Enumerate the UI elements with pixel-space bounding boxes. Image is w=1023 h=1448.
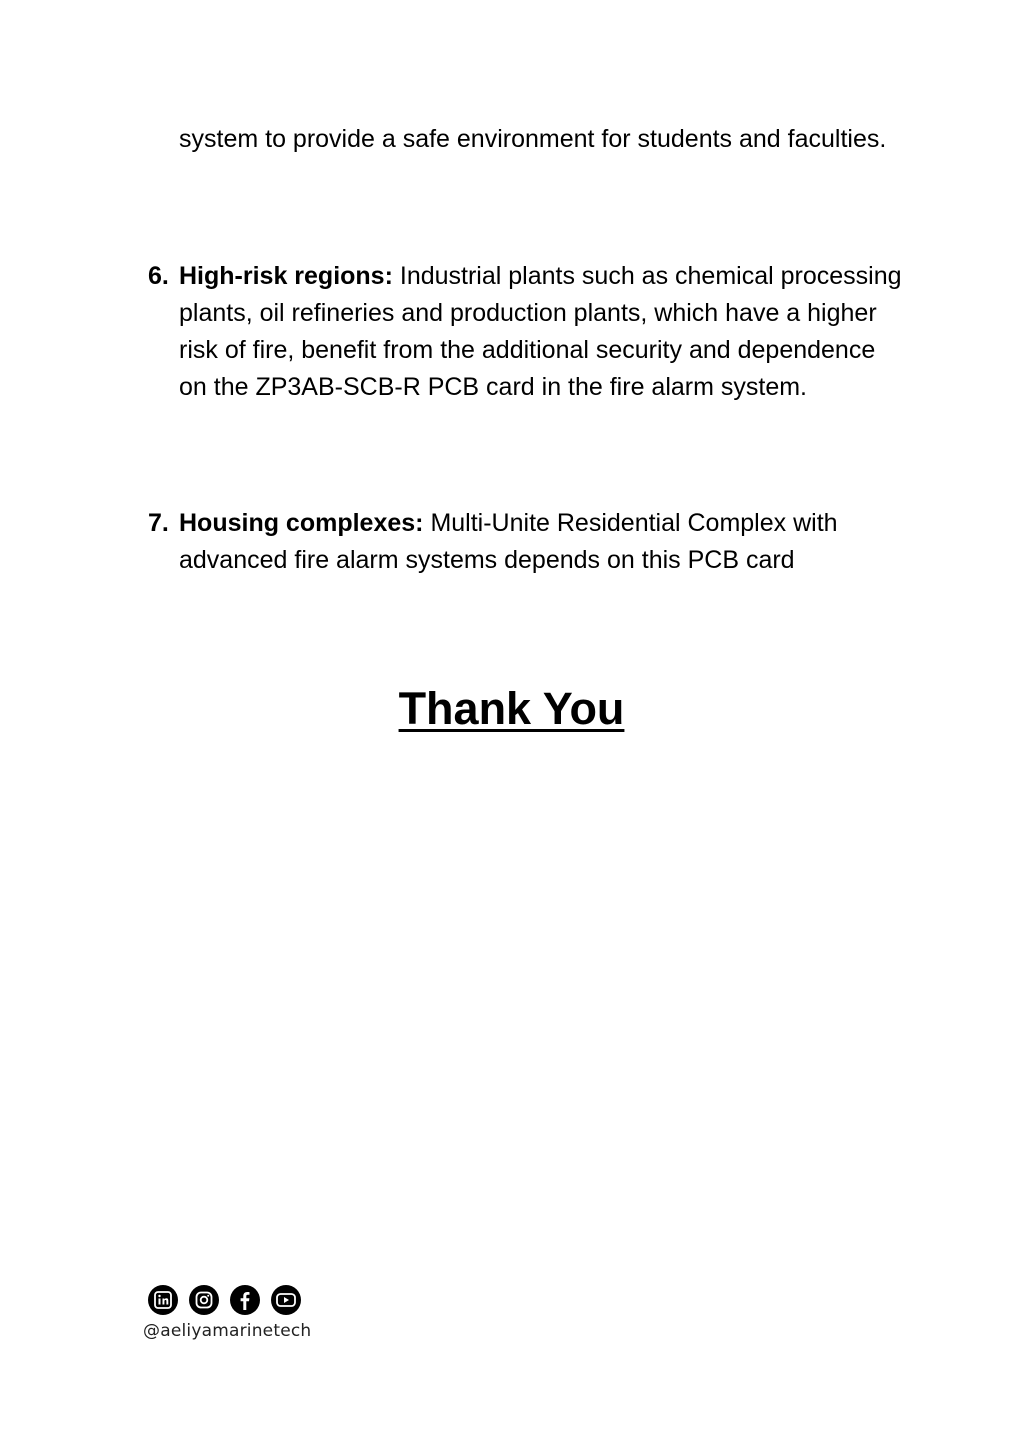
list-item-term: High-risk regions: [179, 262, 400, 290]
instagram-icon[interactable] [189, 1285, 219, 1315]
list-item-text: Industrial plants such as chemical processing plants, oil refineries and production plants, which have a higher risk of fire, benefit from the additional security and dependence on the ZP3AB-SCB-R PCB card in the fire alarm system. [179, 262, 902, 401]
list-item-number: 7. [148, 509, 169, 537]
list-item [148, 505, 908, 579]
social-icons [148, 1285, 301, 1315]
list-item [148, 258, 908, 406]
list-item-term: Housing complexes: [179, 509, 431, 537]
closing-text: Thank You [398, 683, 625, 734]
closing-heading [0, 682, 1023, 736]
linkedin-icon[interactable] [148, 1285, 178, 1315]
facebook-icon[interactable] [230, 1285, 260, 1315]
youtube-icon[interactable] [271, 1285, 301, 1315]
list-item-text: Multi-Unite Residential Complex with advanced fire alarm systems depends on this PCB card [179, 509, 838, 574]
social-handle: @aeliyamarinetech [143, 1321, 312, 1341]
continuation-paragraph: system to provide a safe environment for students and faculties. [179, 125, 887, 153]
list-item-number: 6. [148, 262, 169, 290]
